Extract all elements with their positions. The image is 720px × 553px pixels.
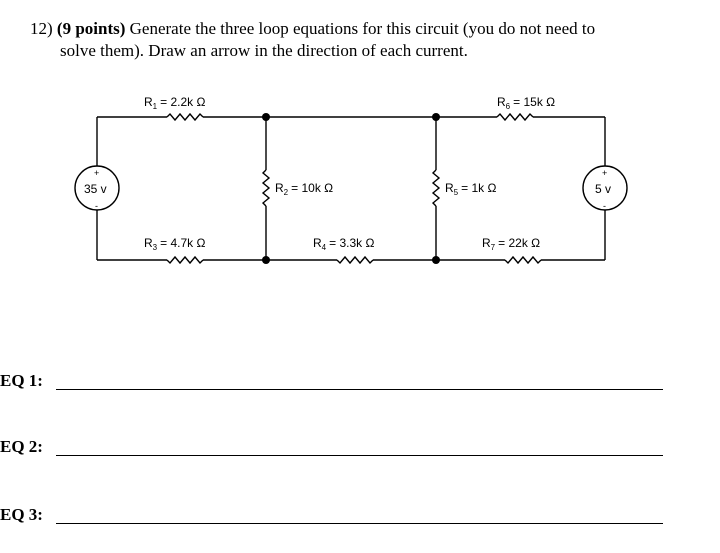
question-line-1: Generate the three loop equations for this circuit (you do not need to xyxy=(129,19,596,38)
resistor-r7-symbol xyxy=(505,257,541,263)
question-number: 12) xyxy=(30,19,53,38)
equation-2-row[interactable] xyxy=(0,437,43,457)
resistor-r6-label: $R_6 = 15k$ Ω xyxy=(497,95,556,111)
equation-1-blank[interactable] xyxy=(56,389,663,390)
resistor-r3-symbol xyxy=(167,257,203,263)
question-points: (9 points) xyxy=(56,19,126,38)
question-line-2: solve them). Draw an arrow in the direction of each current. xyxy=(60,41,468,60)
resistor-r4-label: $R_4 = 3.3k$ Ω xyxy=(313,236,375,252)
resistor-r3-label: $R_3 = 4.7k$ Ω xyxy=(144,236,206,252)
source-5v-minus: - xyxy=(603,201,606,211)
equation-2-blank[interactable] xyxy=(56,455,663,456)
source-35v-value: 35 v xyxy=(84,182,107,196)
equation-3-blank[interactable] xyxy=(56,523,663,524)
equation-1-label: EQ 1: xyxy=(0,371,43,390)
junction-node xyxy=(262,113,270,121)
resistor-r5-label: $R_5 = 1k$ Ω xyxy=(445,181,497,197)
junction-node xyxy=(432,113,440,121)
junction-node xyxy=(432,256,440,264)
junction-node xyxy=(262,256,270,264)
source-5v-value: 5 v xyxy=(595,182,612,196)
resistor-r4-symbol xyxy=(337,257,373,263)
equation-3-label: EQ 3: xyxy=(0,505,43,524)
source-35v-minus: - xyxy=(95,201,98,211)
equation-1-row[interactable] xyxy=(0,371,43,391)
resistor-r1-label: $R_1 = 2.2k$ Ω xyxy=(144,95,206,111)
source-35v-plus: + xyxy=(94,168,100,178)
resistor-r5-symbol xyxy=(433,170,439,206)
equation-3-row[interactable] xyxy=(0,505,43,525)
resistor-r6-symbol xyxy=(497,114,533,120)
source-5v-plus: + xyxy=(602,168,608,178)
equation-2-label: EQ 2: xyxy=(0,437,43,456)
resistor-r1-symbol xyxy=(167,114,203,120)
resistor-r2-symbol xyxy=(263,170,269,206)
resistor-r7-label: $R_7 = 22k$ Ω xyxy=(482,236,541,252)
resistor-r2-label: $R_2 = 10k$ Ω xyxy=(275,181,334,197)
